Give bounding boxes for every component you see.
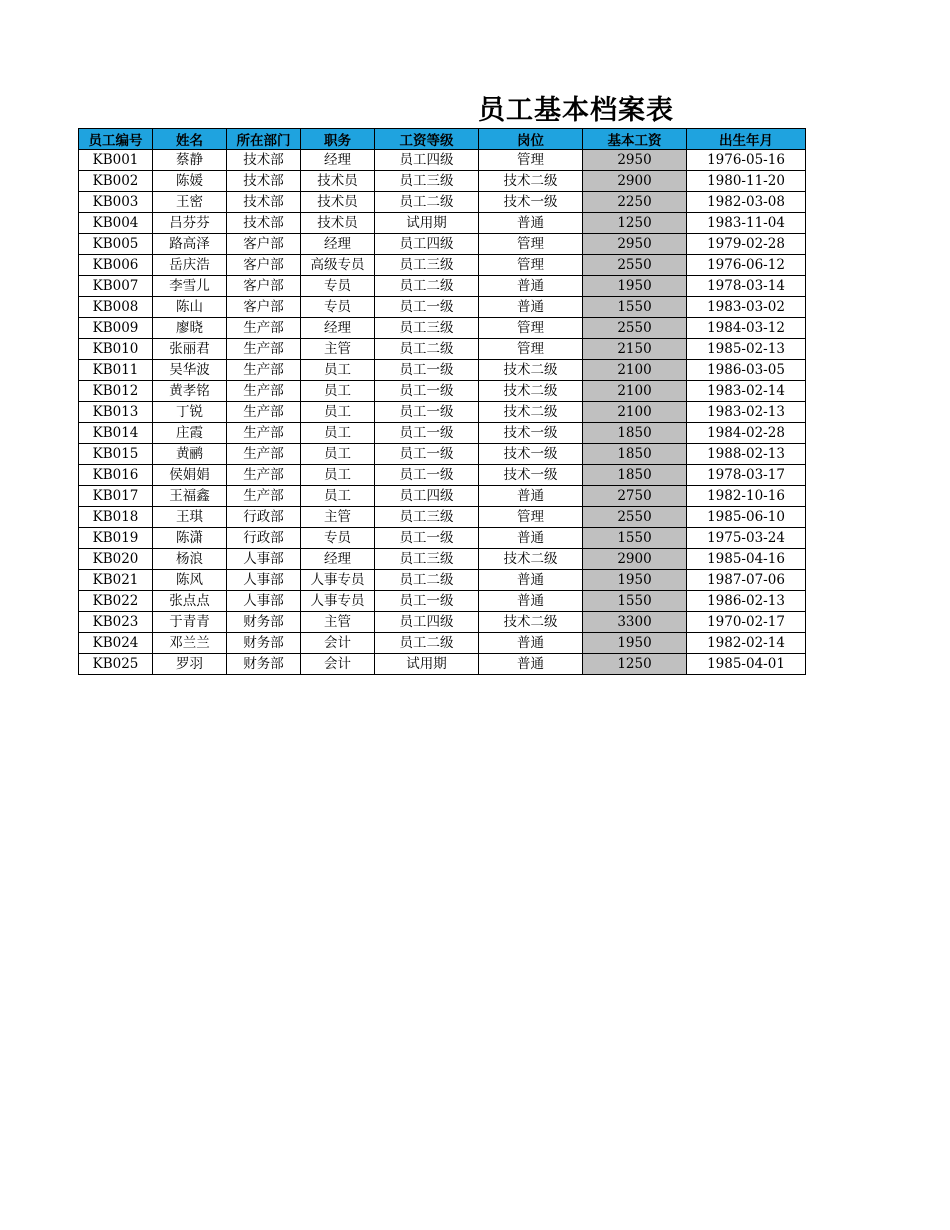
name-cell[interactable]: 陈潇 [153, 528, 227, 549]
department-cell[interactable]: 行政部 [227, 528, 301, 549]
birth-date-cell[interactable]: 1985-02-13 [687, 339, 806, 360]
table-row [79, 486, 806, 507]
post-cell[interactable]: 普通 [479, 486, 583, 507]
salary-grade-cell[interactable]: 员工三级 [375, 549, 479, 570]
base-salary-cell[interactable]: 2100 [583, 360, 687, 381]
department-cell[interactable]: 财务部 [227, 612, 301, 633]
position-cell[interactable]: 专员 [301, 297, 375, 318]
name-cell[interactable]: 丁锐 [153, 402, 227, 423]
post-cell[interactable]: 技术二级 [479, 549, 583, 570]
name-cell[interactable]: 吴华波 [153, 360, 227, 381]
base-salary-cell[interactable]: 1250 [583, 654, 687, 675]
birth-date-cell[interactable]: 1978-03-14 [687, 276, 806, 297]
header-row [79, 129, 806, 150]
salary-grade-cell[interactable]: 员工一级 [375, 528, 479, 549]
salary-grade-cell[interactable]: 员工二级 [375, 192, 479, 213]
name-cell[interactable]: 罗羽 [153, 654, 227, 675]
employee-id-cell[interactable]: KB009 [79, 318, 153, 339]
name-cell[interactable]: 蔡静 [153, 150, 227, 171]
position-cell[interactable]: 员工 [301, 402, 375, 423]
salary-grade-cell[interactable]: 员工一级 [375, 444, 479, 465]
position-cell[interactable]: 高级专员 [301, 255, 375, 276]
birth-date-cell[interactable]: 1986-03-05 [687, 360, 806, 381]
department-cell[interactable]: 生产部 [227, 423, 301, 444]
birth-date-cell[interactable]: 1982-03-08 [687, 192, 806, 213]
employee-id-cell[interactable]: KB004 [79, 213, 153, 234]
employee-id-cell[interactable]: KB023 [79, 612, 153, 633]
birth-date-cell[interactable]: 1986-02-13 [687, 591, 806, 612]
employee-id-cell[interactable]: KB018 [79, 507, 153, 528]
table-row [79, 465, 806, 486]
employee-id-cell[interactable]: KB001 [79, 150, 153, 171]
employee-id-cell[interactable]: KB019 [79, 528, 153, 549]
table-row [79, 297, 806, 318]
birth-date-cell[interactable]: 1979-02-28 [687, 234, 806, 255]
salary-grade-cell[interactable]: 员工一级 [375, 381, 479, 402]
base-salary-cell[interactable]: 2950 [583, 234, 687, 255]
post-cell[interactable]: 管理 [479, 234, 583, 255]
department-cell[interactable]: 人事部 [227, 591, 301, 612]
position-cell[interactable]: 经理 [301, 549, 375, 570]
employee-id-cell[interactable]: KB006 [79, 255, 153, 276]
sheet-title: 员工基本档案表 [478, 95, 674, 126]
position-cell[interactable]: 员工 [301, 486, 375, 507]
header-cell-employee-id[interactable]: 员工编号 [79, 129, 153, 150]
department-cell[interactable]: 生产部 [227, 318, 301, 339]
salary-grade-cell[interactable]: 员工三级 [375, 507, 479, 528]
name-cell[interactable]: 杨浪 [153, 549, 227, 570]
birth-date-cell[interactable]: 1985-06-10 [687, 507, 806, 528]
table-row [79, 339, 806, 360]
department-cell[interactable]: 行政部 [227, 507, 301, 528]
salary-grade-cell[interactable]: 员工三级 [375, 255, 479, 276]
employee-id-cell[interactable]: KB016 [79, 465, 153, 486]
position-cell[interactable]: 员工 [301, 465, 375, 486]
name-cell[interactable]: 李雪儿 [153, 276, 227, 297]
employee-id-cell[interactable]: KB013 [79, 402, 153, 423]
employee-table [78, 128, 806, 675]
base-salary-cell[interactable]: 1550 [583, 591, 687, 612]
position-cell[interactable]: 员工 [301, 423, 375, 444]
department-cell[interactable]: 技术部 [227, 213, 301, 234]
post-cell[interactable]: 技术二级 [479, 171, 583, 192]
name-cell[interactable]: 廖晓 [153, 318, 227, 339]
department-cell[interactable]: 人事部 [227, 549, 301, 570]
table-row [79, 402, 806, 423]
birth-date-cell[interactable]: 1985-04-01 [687, 654, 806, 675]
position-cell[interactable]: 主管 [301, 612, 375, 633]
salary-grade-cell[interactable]: 员工二级 [375, 276, 479, 297]
base-salary-cell[interactable]: 1950 [583, 276, 687, 297]
birth-date-cell[interactable]: 1984-02-28 [687, 423, 806, 444]
employee-id-cell[interactable]: KB010 [79, 339, 153, 360]
table-row [79, 381, 806, 402]
department-cell[interactable]: 技术部 [227, 171, 301, 192]
post-cell[interactable]: 技术一级 [479, 192, 583, 213]
salary-grade-cell[interactable]: 员工一级 [375, 423, 479, 444]
base-salary-cell[interactable]: 1850 [583, 423, 687, 444]
birth-date-cell[interactable]: 1988-02-13 [687, 444, 806, 465]
base-salary-cell[interactable]: 3300 [583, 612, 687, 633]
salary-grade-cell[interactable]: 员工三级 [375, 318, 479, 339]
post-cell[interactable]: 普通 [479, 276, 583, 297]
name-cell[interactable]: 岳庆浩 [153, 255, 227, 276]
table-row [79, 318, 806, 339]
name-cell[interactable]: 吕芬芬 [153, 213, 227, 234]
salary-grade-cell[interactable]: 员工二级 [375, 570, 479, 591]
employee-id-cell[interactable]: KB002 [79, 171, 153, 192]
position-cell[interactable]: 专员 [301, 528, 375, 549]
header-cell-post[interactable]: 岗位 [479, 129, 583, 150]
base-salary-cell[interactable]: 1850 [583, 465, 687, 486]
position-cell[interactable]: 员工 [301, 381, 375, 402]
position-cell[interactable]: 经理 [301, 150, 375, 171]
post-cell[interactable]: 技术二级 [479, 402, 583, 423]
base-salary-cell[interactable]: 2100 [583, 381, 687, 402]
department-cell[interactable]: 生产部 [227, 444, 301, 465]
department-cell[interactable]: 财务部 [227, 654, 301, 675]
salary-grade-cell[interactable]: 员工二级 [375, 339, 479, 360]
birth-date-cell[interactable]: 1987-07-06 [687, 570, 806, 591]
position-cell[interactable]: 会计 [301, 654, 375, 675]
header-cell-position[interactable]: 职务 [301, 129, 375, 150]
employee-id-cell[interactable]: KB022 [79, 591, 153, 612]
department-cell[interactable]: 客户部 [227, 255, 301, 276]
position-cell[interactable]: 专员 [301, 276, 375, 297]
base-salary-cell[interactable]: 2900 [583, 171, 687, 192]
position-cell[interactable]: 主管 [301, 339, 375, 360]
birth-date-cell[interactable]: 1970-02-17 [687, 612, 806, 633]
header-cell-birth-date[interactable]: 出生年月 [687, 129, 806, 150]
post-cell[interactable]: 管理 [479, 150, 583, 171]
salary-grade-cell[interactable]: 试用期 [375, 213, 479, 234]
salary-grade-cell[interactable]: 员工四级 [375, 612, 479, 633]
base-salary-cell[interactable]: 2100 [583, 402, 687, 423]
base-salary-cell[interactable]: 2550 [583, 255, 687, 276]
salary-grade-cell[interactable]: 员工四级 [375, 150, 479, 171]
birth-date-cell[interactable]: 1976-05-16 [687, 150, 806, 171]
post-cell[interactable]: 技术二级 [479, 381, 583, 402]
base-salary-cell[interactable]: 2150 [583, 339, 687, 360]
base-salary-cell[interactable]: 1250 [583, 213, 687, 234]
post-cell[interactable]: 技术二级 [479, 612, 583, 633]
employee-id-cell[interactable]: KB005 [79, 234, 153, 255]
base-salary-cell[interactable]: 1550 [583, 528, 687, 549]
header-cell-base-salary[interactable]: 基本工资 [583, 129, 687, 150]
table-row [79, 360, 806, 381]
header-cell-salary-grade[interactable]: 工资等级 [375, 129, 479, 150]
employee-id-cell[interactable]: KB021 [79, 570, 153, 591]
post-cell[interactable]: 管理 [479, 255, 583, 276]
base-salary-cell[interactable]: 1850 [583, 444, 687, 465]
base-salary-cell[interactable]: 2250 [583, 192, 687, 213]
department-cell[interactable]: 技术部 [227, 150, 301, 171]
department-cell[interactable]: 生产部 [227, 360, 301, 381]
post-cell[interactable]: 普通 [479, 297, 583, 318]
position-cell[interactable]: 主管 [301, 507, 375, 528]
header-cell-name[interactable]: 姓名 [153, 129, 227, 150]
post-cell[interactable]: 普通 [479, 213, 583, 234]
employee-id-cell[interactable]: KB024 [79, 633, 153, 654]
position-cell[interactable]: 人事专员 [301, 570, 375, 591]
birth-date-cell[interactable]: 1984-03-12 [687, 318, 806, 339]
birth-date-cell[interactable]: 1983-11-04 [687, 213, 806, 234]
birth-date-cell[interactable]: 1983-02-14 [687, 381, 806, 402]
birth-date-cell[interactable]: 1976-06-12 [687, 255, 806, 276]
position-cell[interactable]: 员工 [301, 444, 375, 465]
post-cell[interactable]: 技术二级 [479, 360, 583, 381]
position-cell[interactable]: 会计 [301, 633, 375, 654]
table-row [79, 444, 806, 465]
employee-id-cell[interactable]: KB012 [79, 381, 153, 402]
salary-grade-cell[interactable]: 员工三级 [375, 171, 479, 192]
base-salary-cell[interactable]: 2550 [583, 318, 687, 339]
department-cell[interactable]: 生产部 [227, 381, 301, 402]
name-cell[interactable]: 黄鹂 [153, 444, 227, 465]
employee-id-cell[interactable]: KB007 [79, 276, 153, 297]
salary-grade-cell[interactable]: 员工四级 [375, 234, 479, 255]
employee-id-cell[interactable]: KB014 [79, 423, 153, 444]
position-cell[interactable]: 经理 [301, 318, 375, 339]
birth-date-cell[interactable]: 1975-03-24 [687, 528, 806, 549]
employee-id-cell[interactable]: KB008 [79, 297, 153, 318]
position-cell[interactable]: 技术员 [301, 213, 375, 234]
department-cell[interactable]: 生产部 [227, 465, 301, 486]
table-row [79, 570, 806, 591]
employee-id-cell[interactable]: KB017 [79, 486, 153, 507]
table-body [79, 150, 806, 675]
base-salary-cell[interactable]: 2900 [583, 549, 687, 570]
position-cell[interactable]: 经理 [301, 234, 375, 255]
table-row [79, 150, 806, 171]
post-cell[interactable]: 技术一级 [479, 444, 583, 465]
department-cell[interactable]: 技术部 [227, 192, 301, 213]
post-cell[interactable]: 普通 [479, 591, 583, 612]
department-cell[interactable]: 生产部 [227, 486, 301, 507]
birth-date-cell[interactable]: 1983-03-02 [687, 297, 806, 318]
base-salary-cell[interactable]: 1550 [583, 297, 687, 318]
name-cell[interactable]: 于青青 [153, 612, 227, 633]
name-cell[interactable]: 陈媛 [153, 171, 227, 192]
department-cell[interactable]: 客户部 [227, 276, 301, 297]
employee-id-cell[interactable]: KB025 [79, 654, 153, 675]
department-cell[interactable]: 生产部 [227, 402, 301, 423]
salary-grade-cell[interactable]: 员工一级 [375, 402, 479, 423]
table-row [79, 654, 806, 675]
table-row [79, 591, 806, 612]
post-cell[interactable]: 技术一级 [479, 465, 583, 486]
table-row [79, 507, 806, 528]
employee-id-cell[interactable]: KB011 [79, 360, 153, 381]
name-cell[interactable]: 王琪 [153, 507, 227, 528]
department-cell[interactable]: 客户部 [227, 297, 301, 318]
department-cell[interactable]: 人事部 [227, 570, 301, 591]
table-row [79, 255, 806, 276]
birth-date-cell[interactable]: 1985-04-16 [687, 549, 806, 570]
post-cell[interactable]: 普通 [479, 633, 583, 654]
position-cell[interactable]: 技术员 [301, 171, 375, 192]
table-row [79, 213, 806, 234]
post-cell[interactable]: 普通 [479, 528, 583, 549]
name-cell[interactable]: 陈山 [153, 297, 227, 318]
base-salary-cell[interactable]: 2550 [583, 507, 687, 528]
post-cell[interactable]: 管理 [479, 507, 583, 528]
post-cell[interactable]: 管理 [479, 339, 583, 360]
table-row [79, 633, 806, 654]
base-salary-cell[interactable]: 1950 [583, 633, 687, 654]
base-salary-cell[interactable]: 2750 [583, 486, 687, 507]
base-salary-cell[interactable]: 2950 [583, 150, 687, 171]
post-cell[interactable]: 技术一级 [479, 423, 583, 444]
post-cell[interactable]: 普通 [479, 654, 583, 675]
salary-grade-cell[interactable]: 员工二级 [375, 633, 479, 654]
name-cell[interactable]: 黄孝铭 [153, 381, 227, 402]
base-salary-cell[interactable]: 1950 [583, 570, 687, 591]
salary-grade-cell[interactable]: 员工一级 [375, 297, 479, 318]
table-row [79, 171, 806, 192]
post-cell[interactable]: 普通 [479, 570, 583, 591]
header-cell-department[interactable]: 所在部门 [227, 129, 301, 150]
birth-date-cell[interactable]: 1980-11-20 [687, 171, 806, 192]
table-row [79, 276, 806, 297]
position-cell[interactable]: 人事专员 [301, 591, 375, 612]
name-cell[interactable]: 路高泽 [153, 234, 227, 255]
employee-id-cell[interactable]: KB015 [79, 444, 153, 465]
name-cell[interactable]: 张点点 [153, 591, 227, 612]
table-row [79, 528, 806, 549]
department-cell[interactable]: 财务部 [227, 633, 301, 654]
name-cell[interactable]: 庄霞 [153, 423, 227, 444]
birth-date-cell[interactable]: 1982-10-16 [687, 486, 806, 507]
employee-id-cell[interactable]: KB003 [79, 192, 153, 213]
salary-grade-cell[interactable]: 员工一级 [375, 465, 479, 486]
table-row [79, 549, 806, 570]
employee-id-cell[interactable]: KB020 [79, 549, 153, 570]
department-cell[interactable]: 客户部 [227, 234, 301, 255]
salary-grade-cell[interactable]: 员工一级 [375, 360, 479, 381]
name-cell[interactable]: 侯娟娟 [153, 465, 227, 486]
table-row [79, 612, 806, 633]
position-cell[interactable]: 技术员 [301, 192, 375, 213]
table-row [79, 234, 806, 255]
name-cell[interactable]: 陈风 [153, 570, 227, 591]
salary-grade-cell[interactable]: 试用期 [375, 654, 479, 675]
birth-date-cell[interactable]: 1983-02-13 [687, 402, 806, 423]
department-cell[interactable]: 生产部 [227, 339, 301, 360]
table-row [79, 192, 806, 213]
position-cell[interactable]: 员工 [301, 360, 375, 381]
name-cell[interactable]: 张丽君 [153, 339, 227, 360]
name-cell[interactable]: 邓兰兰 [153, 633, 227, 654]
table-row [79, 423, 806, 444]
salary-grade-cell[interactable]: 员工四级 [375, 486, 479, 507]
post-cell[interactable]: 管理 [479, 318, 583, 339]
name-cell[interactable]: 王密 [153, 192, 227, 213]
salary-grade-cell[interactable]: 员工一级 [375, 591, 479, 612]
birth-date-cell[interactable]: 1982-02-14 [687, 633, 806, 654]
name-cell[interactable]: 王福鑫 [153, 486, 227, 507]
birth-date-cell[interactable]: 1978-03-17 [687, 465, 806, 486]
